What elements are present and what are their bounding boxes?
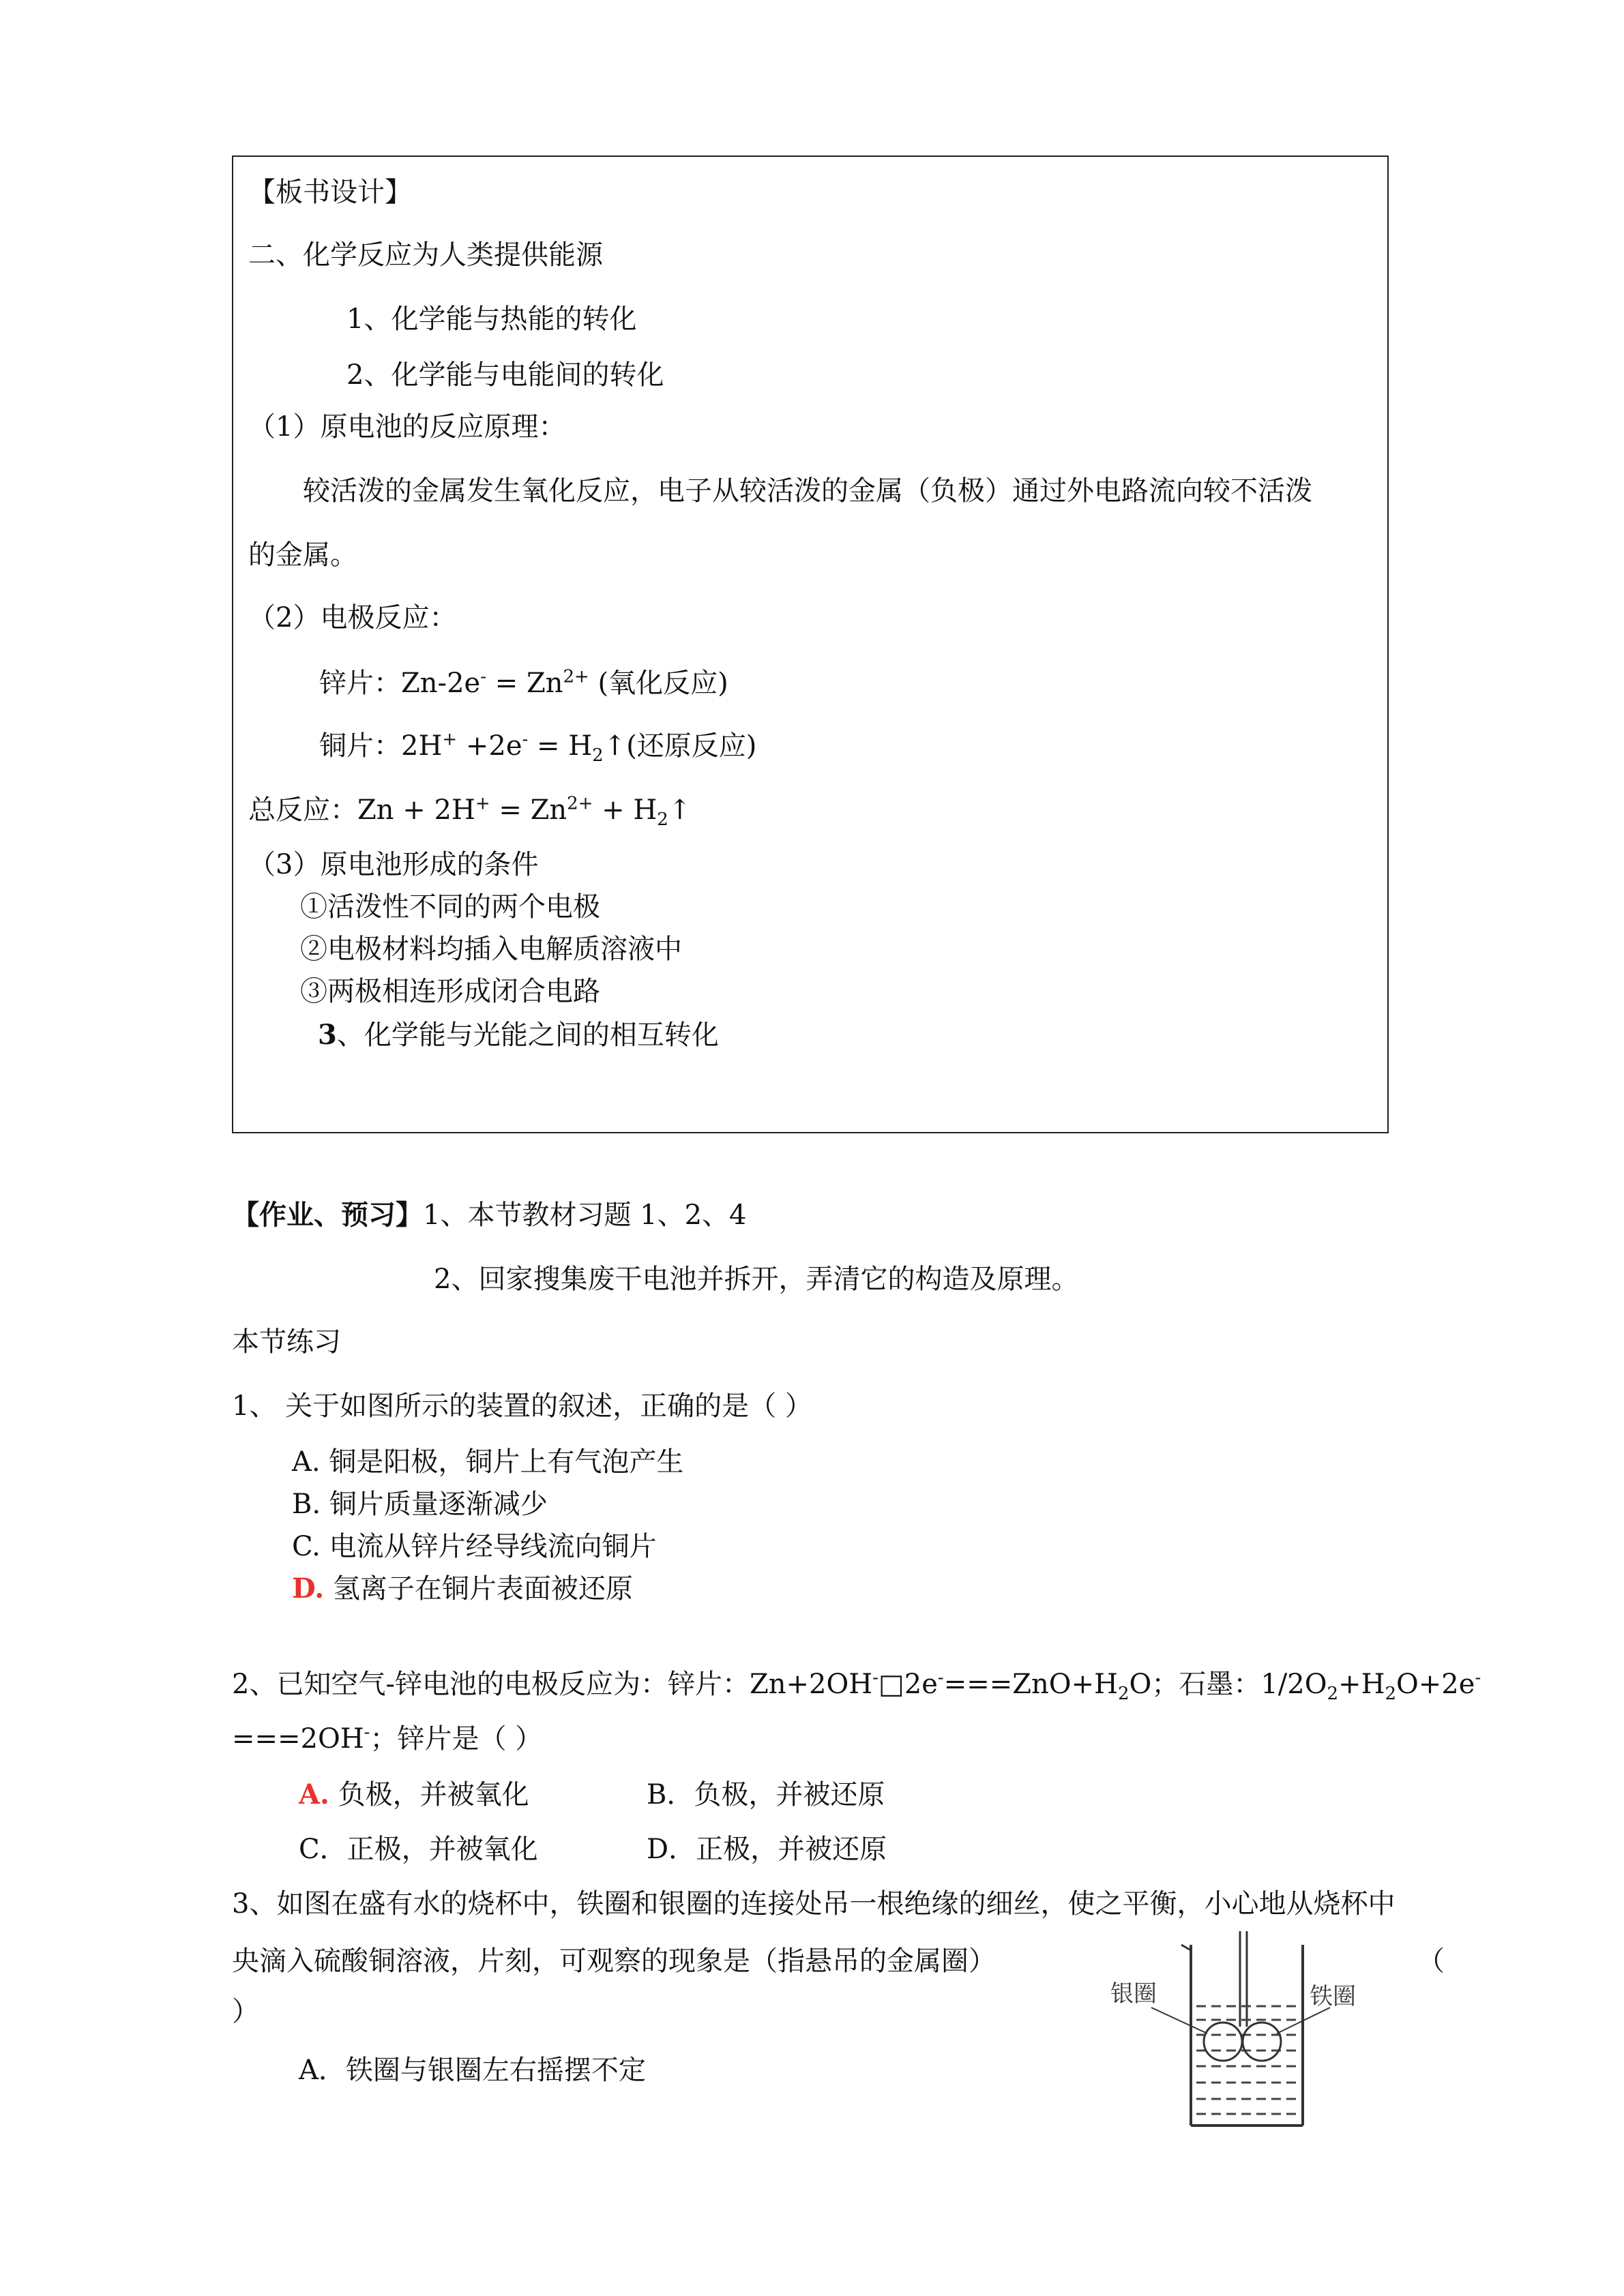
beaker-diagram — [1098, 1931, 1426, 2149]
q2-option-b: B．负极，并被还原 — [647, 1779, 885, 1810]
condition-2: ②电极材料均插入电解质溶液中 — [300, 934, 682, 965]
board-sub-3: （3）原电池形成的条件 — [248, 849, 539, 880]
q2-stem-line-2: ===2OH-；锌片是（ ） — [232, 1722, 543, 1755]
q1-option-c: C. 电流从锌片经导线流向铜片 — [292, 1531, 657, 1562]
iron-ring-label: 铁圈 — [1310, 1983, 1356, 2010]
condition-3: ③两极相连形成闭合电路 — [300, 976, 600, 1007]
q3-option-a: A．铁圈与银圈左右摇摆不定 — [299, 2055, 646, 2086]
board-item-2: 2、化学能与电能间的转化 — [346, 359, 664, 391]
q1-stem: 1、 关于如图所示的装置的叙述，正确的是（ ） — [232, 1390, 812, 1422]
beaker-figure — [1098, 1931, 1426, 2149]
board-principle-line-2: 的金属。 — [248, 539, 357, 571]
q3-stem-line-2: 央滴入硫酸铜溶液，片刻，可观察的现象是（指悬吊的金属圈） — [232, 1945, 996, 1977]
q2-stem-line-1: 2、已知空气-锌电池的电极反应为：锌片：$Zn+2OH^-□2e^-===ZnO+H_2O$；石墨：$1/2O_2+H_2O+2e^-$ — [232, 1667, 1481, 1704]
silver-ring — [1204, 2023, 1242, 2061]
copper-reaction: 铜片：$2H^+ +2e^- = H_2↑$(还原反应) — [319, 729, 757, 766]
board-sub-2: （2）电极反应： — [248, 602, 457, 633]
board-sub-1: （1）原电池的反应原理： — [248, 411, 566, 443]
homework-line-1: 【作业、预习】1、本节教材习题 1、2、4 — [232, 1199, 747, 1231]
iron-ring — [1243, 2023, 1281, 2061]
q1-option-d: D. 氢离子在铜片表面被还原 — [292, 1572, 633, 1605]
board-heading-2: 二、化学反应为人类提供能源 — [248, 239, 603, 271]
total-reaction: 总反应：$Zn + 2H^+ = Zn^{2+}$ + $H_2↑$ — [248, 793, 692, 830]
q2-option-d: D．正极，并被还原 — [647, 1834, 887, 1865]
q3-stem-line-1: 3、如图在盛有水的烧杯中，铁圈和银圈的连接处吊一根绝缘的细丝，使之平衡，小心地从烧杯中 — [232, 1888, 1396, 1920]
q2-option-c: C．正极，并被氧化 — [299, 1834, 538, 1865]
silver-ring-label: 银圈 — [1110, 1980, 1157, 2008]
zinc-reaction: 锌片：$Zn-2e^- = Zn^{2+}$ (氧化反应) — [319, 666, 728, 699]
board-principle-line-1: 较活泼的金属发生氧化反应，电子从较活泼的金属（负极）通过外电路流向较不活泼 — [303, 475, 1312, 507]
practice-title: 本节练习 — [232, 1326, 341, 1358]
q2-option-a: A. 负极，并被氧化 — [299, 1778, 529, 1810]
q1-option-b: B. 铜片质量逐渐减少 — [292, 1489, 548, 1520]
board-item-1: 1、化学能与热能的转化 — [346, 303, 637, 335]
q3-paren-open: （ — [1417, 1945, 1445, 1977]
homework-line-2: 2、回家搜集废干电池并拆开，弄清它的构造及原理。 — [434, 1264, 1079, 1295]
board-title: 【板书设计】 — [248, 177, 412, 208]
board-item-3: 3、化学能与光能之间的相互转化 — [318, 1019, 719, 1051]
q3-paren-close: ） — [232, 1996, 259, 2027]
q1-option-a: A. 铜是阳极，铜片上有气泡产生 — [292, 1446, 684, 1478]
condition-1: ①活泼性不同的两个电极 — [300, 891, 600, 923]
